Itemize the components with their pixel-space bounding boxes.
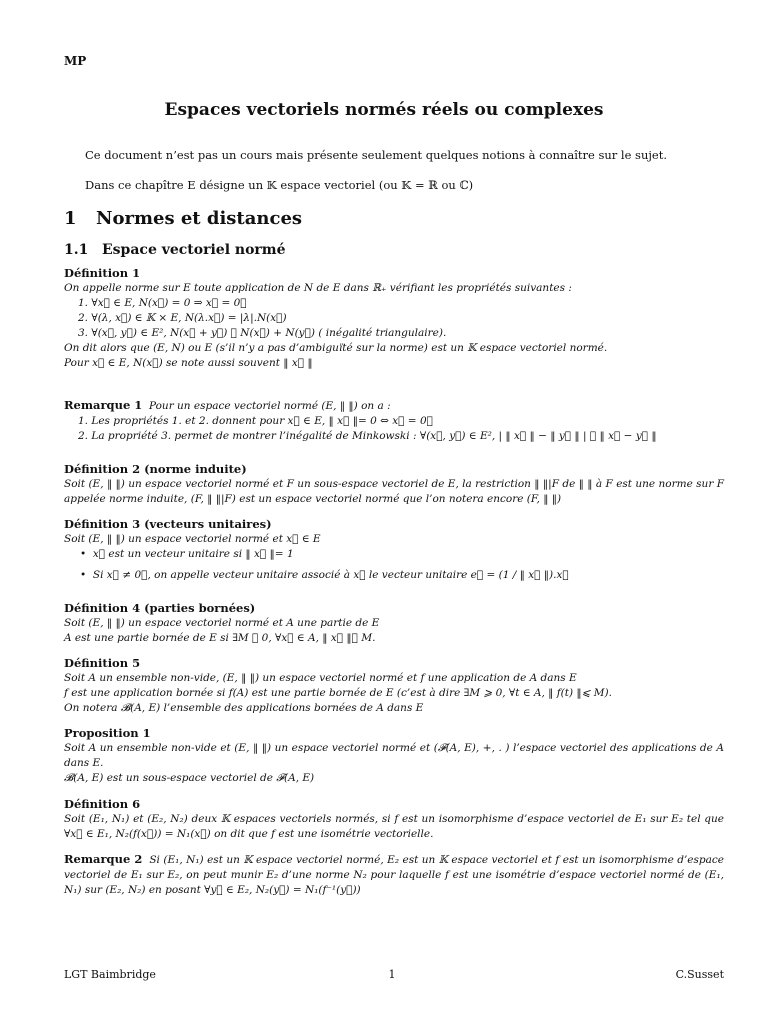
remark-1-head: Pour un espace vectoriel normé (E, ‖ ‖) on a : <box>148 400 391 412</box>
definition-3-bullet-text: x⃗ est un vecteur unitaire si ‖ x⃗ ‖= 1 <box>92 548 294 560</box>
definition-6-text: Soit (E₁, N₁) et (E₂, N₂) deux 𝕂 espaces vectoriels normés, si f est un isomorphisme d’espace vectoriel de E₁ sur E₂ tel que ∀x⃗ ∈ E₁, N₂(f(x⃗)) = N₁(x⃗) on dit que f est une isométrie vectorielle. <box>64 813 724 840</box>
definition-3-bullet: • Si x⃗ ≠ 0⃗, on appelle vecteur unitaire associé à x⃗ le vecteur unitaire e⃗ = (1 / ‖ x⃗ ‖).x⃗ <box>80 569 569 581</box>
subsection-number: 1.1 <box>64 242 89 258</box>
proposition-1-label: Proposition 1 <box>64 726 151 740</box>
definition-6-label: Définition 6 <box>64 797 141 811</box>
section-heading <box>64 208 302 229</box>
remark-2 <box>64 852 724 898</box>
definition-5-line: f est une application bornée si f(A) est une partie bornée de E (c’est à dire ∃M ⩾ 0, ∀t ∈ A, ‖ f(t) ‖⩽ M). <box>64 687 612 699</box>
definition-4-line: A est une partie bornée de E si ∃M ⩾ 0, ∀x⃗ ∈ A, ‖ x⃗ ‖⩽ M. <box>64 632 376 644</box>
definition-3 <box>64 517 724 583</box>
definition-2-text: Soit (E, ‖ ‖) un espace vectoriel normé et F un sous-espace vectoriel de E, la restriction ‖ ‖|F de ‖ ‖ à F est une norme sur F appelée norme induite, (F, ‖ ‖|F) est un espace vectoriel normé que l’on notera encore (F, ‖ ‖) <box>64 478 724 505</box>
definition-4 <box>64 601 724 646</box>
definition-1-line: Pour x⃗ ∈ E, N(x⃗) se note aussi souvent ‖ x⃗ ‖ <box>64 357 313 369</box>
definition-5 <box>64 656 724 716</box>
remark-1-item: 2. La propriété 3. permet de montrer l’inégalité de Minkowski : ∀(x⃗, y⃗) ∈ E², | ‖ x⃗ ‖ − ‖ y⃗ ‖ | ⩽ ‖ x⃗ − y⃗ ‖ <box>78 430 657 442</box>
definition-3-bullet: • x⃗ est un vecteur unitaire si ‖ x⃗ ‖= 1 <box>80 548 294 560</box>
section-title: Normes et distances <box>96 208 303 229</box>
remark-2-label: Remarque 2 <box>64 852 143 866</box>
definition-1-line: On appelle norme sur E toute application de N de E dans ℝ₊ vérifiant les propriétés suivantes : <box>64 282 572 294</box>
subsection-heading <box>64 242 286 258</box>
definition-3-line: Soit (E, ‖ ‖) un espace vectoriel normé et x⃗ ∈ E <box>64 533 321 545</box>
definition-4-label: Définition 4 (parties bornées) <box>64 601 256 615</box>
intro-line-2: Dans ce chapître E désigne un 𝕂 espace vectoriel (ou 𝕂 = ℝ ou ℂ) <box>85 178 474 192</box>
definition-5-line: On notera 𝓑(A, E) l’ensemble des applications bornées de A dans E <box>64 702 424 714</box>
definition-5-line: Soit A un ensemble non-vide, (E, ‖ ‖) un espace vectoriel normé et f une application de A dans E <box>64 672 577 684</box>
definition-1 <box>64 266 724 371</box>
definition-4-line: Soit (E, ‖ ‖) un espace vectoriel normé et A une partie de E <box>64 617 380 629</box>
proposition-1 <box>64 726 724 786</box>
remark-1-item: 1. Les propriétés 1. et 2. donnent pour x⃗ ∈ E, ‖ x⃗ ‖= 0 ⇔ x⃗ = 0⃗ <box>78 415 433 427</box>
remark-2-text: Si (E₁, N₁) est un 𝕂 espace vectoriel normé, E₂ est un 𝕂 espace vectoriel et f est un isomorphisme d’espace vectoriel de E₁ sur E₂, on peut munir E₂ d’une norme N₂ pour laquelle f est une isométrie d’espace vectoriel normé de (E₁, N₁) sur (E₂, N₂) en posant ∀y⃗ ∈ E₂, N₂(y⃗) = N₁(f⁻¹(y⃗)) <box>64 854 724 896</box>
definition-3-bullet-text: Si x⃗ ≠ 0⃗, on appelle vecteur unitaire associé à x⃗ le vecteur unitaire e⃗ = (1 / ‖ x⃗ ‖).x⃗ <box>92 569 569 581</box>
subsection-title: Espace vectoriel normé <box>102 242 286 258</box>
header-label: MP <box>64 54 87 68</box>
definition-3-label: Définition 3 (vecteurs unitaires) <box>64 517 272 531</box>
definition-1-label: Définition 1 <box>64 266 141 280</box>
definition-5-label: Définition 5 <box>64 656 141 670</box>
remark-1-label: Remarque 1 <box>64 398 143 412</box>
definition-2 <box>64 462 724 507</box>
intro-line-1: Ce document n’est pas un cours mais présente seulement quelques notions à connaître sur le sujet. <box>85 148 668 162</box>
document-title: Espaces vectoriels normés réels ou complexes <box>164 100 604 120</box>
proposition-1-text: Soit A un ensemble non-vide et (E, ‖ ‖) un espace vectoriel normé et (𝓕(A, E), +, . ) l’espace vectoriel des applications de A dans E. <box>64 742 724 769</box>
proposition-1-line: 𝓑(A, E) est un sous-espace vectoriel de 𝓕(A, E) <box>64 772 315 784</box>
section-number: 1 <box>64 208 77 229</box>
footer-author: C.Susset <box>675 968 724 981</box>
remark-1 <box>64 398 724 444</box>
definition-6 <box>64 797 724 842</box>
definition-1-item: 3. ∀(x⃗, y⃗) ∈ E², N(x⃗ + y⃗) ⩽ N(x⃗) + N(y⃗) ( inégalité triangulaire). <box>78 327 447 339</box>
definition-2-label: Définition 2 (norme induite) <box>64 462 247 476</box>
footer-school: LGT Baimbridge <box>64 968 156 981</box>
definition-1-line: On dit alors que (E, N) ou E (s’il n’y a pas d’ambiguïté sur la norme) est un 𝕂 espace vectoriel normé. <box>64 342 608 354</box>
definition-1-item: 2. ∀(λ, x⃗) ∈ 𝕂 × E, N(λ.x⃗) = |λ|.N(x⃗) <box>78 312 287 324</box>
footer-page-number: 1 <box>388 968 396 981</box>
definition-1-item: 1. ∀x⃗ ∈ E, N(x⃗) = 0 ⇒ x⃗ = 0⃗ <box>78 297 247 309</box>
